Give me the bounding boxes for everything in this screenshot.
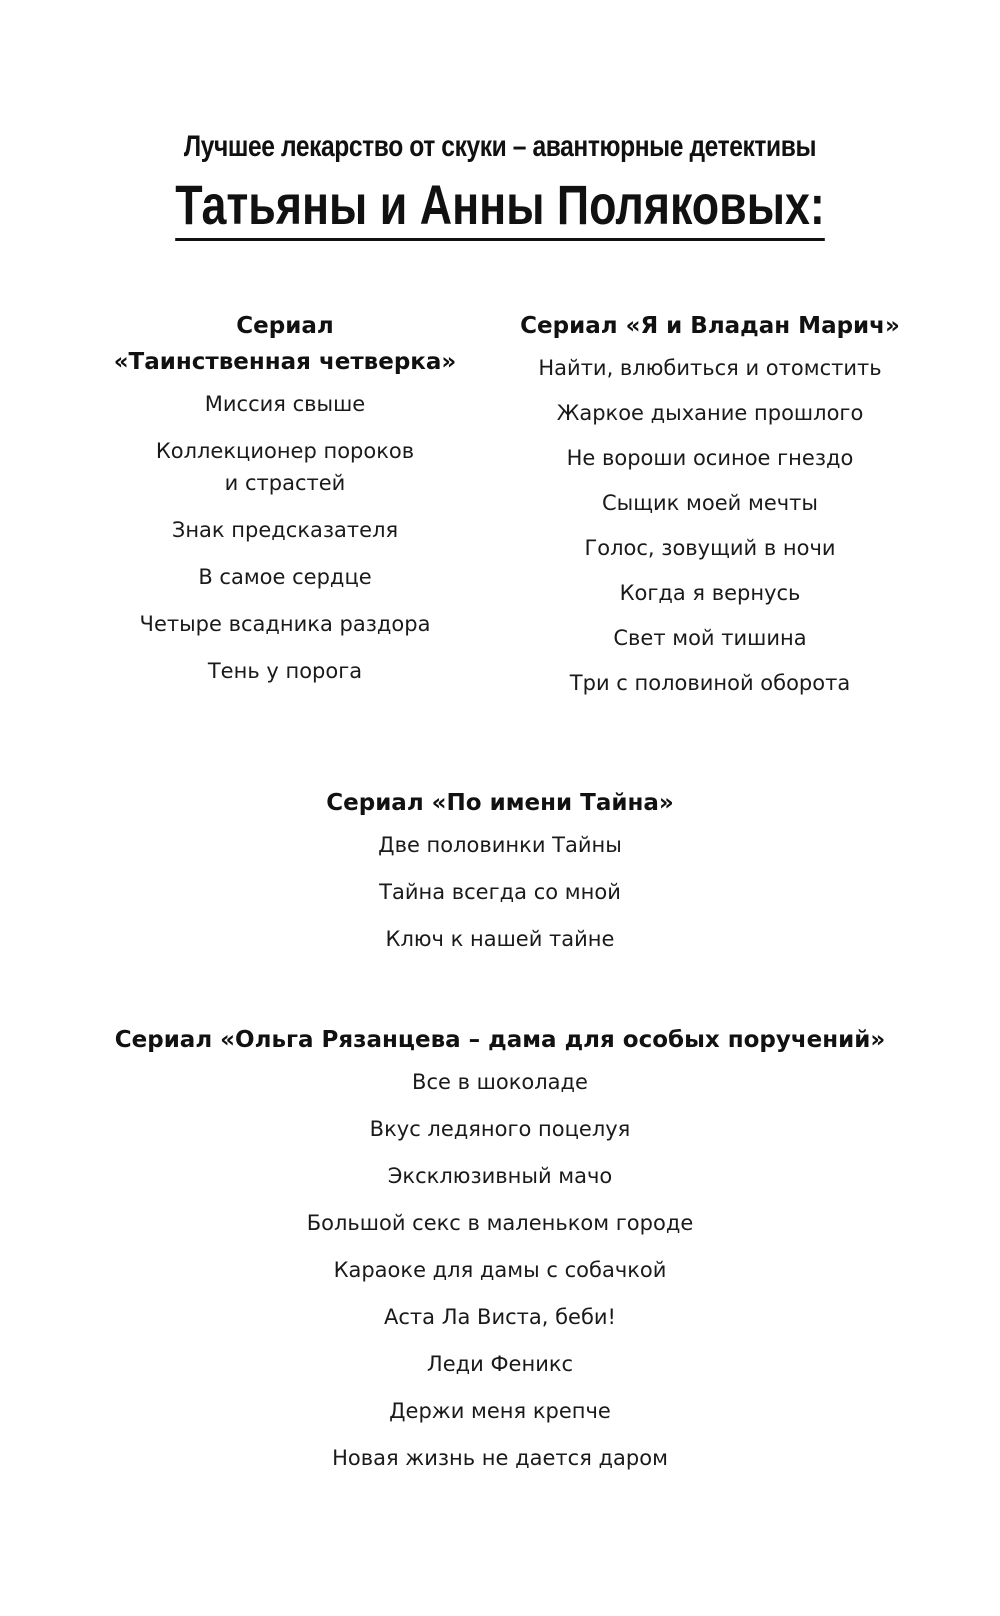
authors-title: Татьяны и Анны Поляковых: <box>175 173 825 241</box>
book-title: В самое сердце <box>198 565 372 589</box>
book-title-line: Коллекционер пороков <box>155 439 415 463</box>
book-title: Аста Ла Виста, беби! <box>384 1305 616 1329</box>
series-olga-ryazantseva <box>100 1022 900 1489</box>
page-subtitle: Лучшее лекарство от скуки – авантюрные детективы <box>183 130 817 163</box>
book-title: Найти, влюбиться и отомстить <box>538 356 882 380</box>
series-heading: Сериал «Ольга Рязанцева – дама для особых поручений» <box>114 1027 886 1053</box>
book-title: Четыре всадника раздора <box>139 612 431 636</box>
book-title: Леди Феникс <box>426 1352 574 1376</box>
book-title: Тень у порога <box>207 659 363 683</box>
series-heading: Сериал «По имени Тайна» <box>326 790 674 816</box>
book-title: Не вороши осиное гнездо <box>566 446 854 470</box>
book-title: Знак предсказателя <box>171 518 399 542</box>
book-title: Эксклюзивный мачо <box>387 1164 613 1188</box>
book-title: Все в шоколаде <box>412 1070 588 1094</box>
book-title: Вкус ледяного поцелуя <box>369 1117 631 1141</box>
book-title: Миссия свыше <box>204 392 366 416</box>
series-po-imeni-tayna <box>100 785 900 970</box>
book-title: Две половинки Тайны <box>378 833 622 857</box>
book-title: Три с половиной оборота <box>569 671 851 695</box>
series-ya-i-vladan-marich <box>500 308 920 712</box>
book-title: Держи меня крепче <box>389 1399 611 1423</box>
book-title: Сыщик моей мечты <box>602 491 818 515</box>
series-heading-line: «Таинственная четверка» <box>113 349 457 375</box>
series-heading <box>110 308 460 380</box>
book-title: Новая жизнь не дается даром <box>332 1446 668 1470</box>
book-title: Свет мой тишина <box>613 626 807 650</box>
series-tainstvennaya-chetverka <box>110 308 460 702</box>
series-heading: Сериал «Я и Владан Марич» <box>520 313 900 339</box>
book-title: Большой секс в маленьком городе <box>306 1211 694 1235</box>
book-title <box>110 435 460 499</box>
book-title: Голос, зовущий в ночи <box>584 536 836 560</box>
page-title <box>100 172 900 237</box>
book-title: Ключ к нашей тайне <box>385 927 615 951</box>
book-title: Жаркое дыхание прошлого <box>556 401 864 425</box>
book-title-line: и страстей <box>224 471 346 495</box>
book-title: Тайна всегда со мной <box>379 880 621 904</box>
book-title: Когда я вернусь <box>619 581 801 605</box>
book-title: Караоке для дамы с собачкой <box>333 1258 667 1282</box>
series-heading-line: Сериал <box>236 313 334 339</box>
